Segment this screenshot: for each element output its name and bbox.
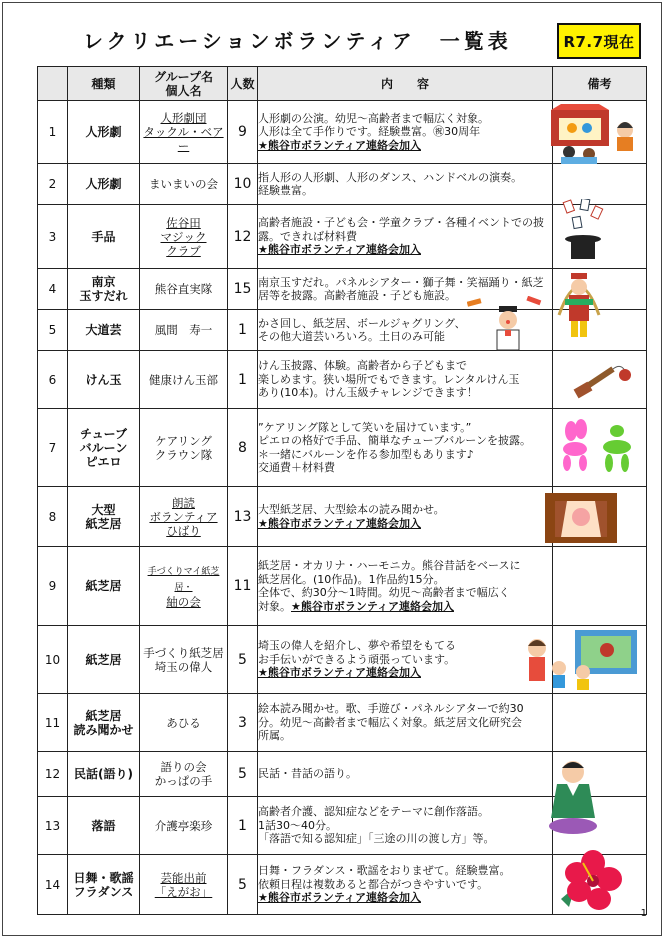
row-count: 15 bbox=[228, 269, 258, 310]
row-kind: 南京 玉すだれ bbox=[68, 269, 140, 310]
row-group bbox=[140, 626, 228, 694]
row-note bbox=[553, 310, 647, 351]
row-group-name: 熊谷直実隊 bbox=[154, 282, 213, 296]
row-content bbox=[258, 547, 553, 626]
row-count: 1 bbox=[228, 310, 258, 351]
row-kind: 民話(語り) bbox=[68, 752, 140, 797]
row-group bbox=[140, 752, 228, 797]
row-group-name: 語りの会 かっぱの手 bbox=[154, 760, 213, 788]
row-group bbox=[140, 487, 228, 547]
row-no: 8 bbox=[38, 487, 68, 547]
balloon-animals-icon bbox=[555, 417, 643, 477]
row-note bbox=[553, 101, 647, 164]
row-group-name: 手づくり紙芝居 埼玉の偉人 bbox=[143, 645, 224, 674]
row-group bbox=[140, 694, 228, 752]
row-content-text: 紙芝居・オカリナ・ハーモニカ。熊谷昔話をベースに 紙芝居化。(10作品)。1作品約15分。 全体で、約30分～1時間。幼児～高齢者まで幅広く 対象。 bbox=[258, 559, 521, 613]
row-kind: 人形劇 bbox=[68, 101, 140, 164]
kids-picture-story-icon bbox=[523, 628, 643, 690]
clown-juggler-icon bbox=[467, 296, 547, 356]
row-count: 9 bbox=[228, 101, 258, 164]
row-group-name: 健康けん玉部 bbox=[149, 372, 218, 387]
row-content-text: けん玉披露、体験。高齢者から子どもまで 楽しめます。狭い場所でもできます。レンタルけん玉 あり(10本)。けん玉級チャレンジできます！ bbox=[258, 359, 520, 400]
row-count: 10 bbox=[228, 164, 258, 205]
kamishibai-stage-icon bbox=[539, 487, 623, 545]
page bbox=[2, 2, 662, 936]
header-no bbox=[38, 67, 68, 101]
table-row bbox=[38, 164, 647, 205]
association-note: ★熊谷市ボランティア連絡会加入 bbox=[258, 891, 421, 905]
table-row bbox=[38, 855, 647, 915]
row-no: 6 bbox=[38, 351, 68, 409]
row-group bbox=[140, 269, 228, 310]
table-row bbox=[38, 487, 647, 547]
row-group-name: ケアリング クラウン隊 bbox=[154, 433, 213, 462]
row-note bbox=[553, 855, 647, 915]
header-note: 備考 bbox=[553, 67, 647, 101]
row-group-name: まいまいの会 bbox=[149, 177, 218, 191]
row-kind: 紙芝居 bbox=[68, 626, 140, 694]
row-group bbox=[140, 797, 228, 855]
row-note bbox=[553, 487, 647, 547]
table-row bbox=[38, 269, 647, 310]
row-group bbox=[140, 855, 228, 915]
row-kind: 人形劇 bbox=[68, 164, 140, 205]
row-group-name: 風間 寿一 bbox=[154, 323, 213, 337]
row-group-name: 佐谷田 マジック クラブ bbox=[160, 215, 207, 258]
table-row bbox=[38, 310, 647, 351]
row-content-text: 指人形の人形劇、人形のダンス、ハンドベルの演奏。 経験豊富。 bbox=[258, 170, 523, 197]
row-note bbox=[553, 752, 647, 797]
row-group bbox=[140, 351, 228, 409]
row-no: 10 bbox=[38, 626, 68, 694]
row-content bbox=[258, 855, 553, 915]
row-count: 11 bbox=[228, 547, 258, 626]
row-count: 8 bbox=[228, 409, 258, 487]
row-group bbox=[140, 205, 228, 269]
row-kind: 落語 bbox=[68, 797, 140, 855]
row-no: 14 bbox=[38, 855, 68, 915]
row-content bbox=[258, 101, 553, 164]
row-note bbox=[553, 205, 647, 269]
row-content bbox=[258, 487, 553, 547]
row-content-text: 埼玉の偉人を紹介し、夢や希望をもてる お手伝いができるよう頑張っています。 bbox=[258, 639, 456, 666]
row-content bbox=[258, 752, 553, 797]
table-row bbox=[38, 694, 647, 752]
row-kind: 大道芸 bbox=[68, 310, 140, 351]
header-group: グループ名 個人名 bbox=[140, 67, 228, 101]
row-content-text: 絵本読み聞かせ。歌、手遊び・パネルシアターで約30 分。幼児～高齢者まで幅広く対象。紙芝居文化研究会 所属。 bbox=[258, 702, 524, 743]
row-no: 12 bbox=[38, 752, 68, 797]
table-row bbox=[38, 351, 647, 409]
row-group-name: 芸能出前 「えがお」 bbox=[154, 870, 213, 899]
page-title: レクリエーションボランティア 一覧表 bbox=[83, 29, 512, 53]
row-group bbox=[140, 101, 228, 164]
row-content bbox=[258, 351, 553, 409]
association-note: ★熊谷市ボランティア連絡会加入 bbox=[258, 666, 421, 680]
row-count: 5 bbox=[228, 626, 258, 694]
table-row bbox=[38, 626, 647, 694]
association-note: ★熊谷市ボランティア連絡会加入 bbox=[258, 516, 421, 530]
header-content: 内 容 bbox=[258, 67, 553, 101]
hibiscus-icon bbox=[555, 849, 623, 911]
row-note bbox=[553, 409, 647, 487]
row-count: 1 bbox=[228, 351, 258, 409]
row-content bbox=[258, 797, 553, 855]
row-content bbox=[258, 205, 553, 269]
row-no: 2 bbox=[38, 164, 68, 205]
row-content-text: 南京玉すだれ。パネルシアター・獅子舞・笑福踊り・紙芝 居等を披露。高齢者施設・子ども施設。 bbox=[258, 275, 544, 302]
association-note: ★熊谷市ボランティア連絡会加入 bbox=[291, 599, 454, 613]
association-note: ★熊谷市ボランティア連絡会加入 bbox=[258, 138, 421, 152]
row-kind: 大型 紙芝居 bbox=[68, 487, 140, 547]
row-count: 5 bbox=[228, 752, 258, 797]
row-no: 11 bbox=[38, 694, 68, 752]
header-count: 人数 bbox=[228, 67, 258, 101]
row-count: 13 bbox=[228, 487, 258, 547]
table-row bbox=[38, 101, 647, 164]
row-no: 1 bbox=[38, 101, 68, 164]
row-content bbox=[258, 164, 553, 205]
row-note bbox=[553, 269, 647, 310]
row-kind: 日舞・歌謡 フラダンス bbox=[68, 855, 140, 915]
row-group-name: 人形劇団 タックル・ベアー bbox=[143, 111, 224, 153]
date-badge: R7.7現在 bbox=[557, 23, 641, 59]
header-kind: 種類 bbox=[68, 67, 140, 101]
row-content-text: 大型紙芝居、大型絵本の読み聞かせ。 bbox=[258, 503, 445, 516]
row-count: 12 bbox=[228, 205, 258, 269]
volunteer-table bbox=[37, 66, 647, 915]
row-kind: 紙芝居 bbox=[68, 547, 140, 626]
row-content-text: 日舞・フラダンス・歌謡をおりまぜて。経験豊富。 依頼日程は複数あると都合がつきやすいです。 bbox=[258, 864, 511, 891]
row-no: 3 bbox=[38, 205, 68, 269]
row-count: 5 bbox=[228, 855, 258, 915]
row-note bbox=[553, 797, 647, 855]
row-note bbox=[553, 694, 647, 752]
kendama-icon bbox=[573, 359, 633, 403]
row-group-name: 紬の会 bbox=[166, 595, 201, 609]
row-group bbox=[140, 409, 228, 487]
table-row bbox=[38, 205, 647, 269]
row-group-prefix: 手づくりマイ紙芝居・ bbox=[147, 567, 220, 593]
row-note bbox=[553, 351, 647, 409]
row-note bbox=[553, 547, 647, 626]
row-content-text: 人形劇の公演。幼児～高齢者まで幅広く対象。 人形は全て手作りです。経験豊富。㊗30周年 bbox=[258, 111, 489, 139]
row-content-text: 高齢者介護、認知症などをテーマに創作落語。 1話30～40分。 「落語で知る認知症」「三途の川の渡し方」等。 bbox=[258, 805, 495, 846]
row-kind: 手品 bbox=[68, 205, 140, 269]
row-no: 5 bbox=[38, 310, 68, 351]
row-content-text: 民話・昔話の語り。 bbox=[258, 767, 357, 781]
table-row bbox=[38, 752, 647, 797]
row-group-name: 介護亭楽珍 bbox=[154, 818, 213, 833]
row-count: 1 bbox=[228, 797, 258, 855]
row-group bbox=[140, 547, 228, 626]
row-no: 9 bbox=[38, 547, 68, 626]
table-row bbox=[38, 797, 647, 855]
row-kind: けん玉 bbox=[68, 351, 140, 409]
row-group-name: 朗読 ボランティア ひばり bbox=[149, 495, 218, 538]
row-no: 7 bbox=[38, 409, 68, 487]
table-row bbox=[38, 409, 647, 487]
row-content-text: ”ケアリング隊として笑いを届けています。” ピエロの格好で手品、簡単なチューブバルーンを披露。 ＊一緒にバルーンを作る参加型もあります♪ 交通費＋材料費 bbox=[258, 420, 532, 474]
row-note bbox=[553, 626, 647, 694]
row-group-name: あひる bbox=[166, 715, 201, 730]
page-number: 1 bbox=[640, 908, 647, 919]
puppet-theater-icon bbox=[547, 104, 643, 164]
row-content-text: かさ回し、紙芝居、ボールジャグリング、 その他大道芸いろいろ。土日のみ可能 bbox=[258, 316, 466, 343]
row-content bbox=[258, 626, 553, 694]
row-content bbox=[258, 409, 553, 487]
row-kind: 紙芝居 読み聞かせ bbox=[68, 694, 140, 752]
association-note: ★熊谷市ボランティア連絡会加入 bbox=[258, 243, 421, 257]
table-header-row bbox=[38, 67, 647, 101]
row-kind: チューブ バルーン ピエロ bbox=[68, 409, 140, 487]
row-content-text: 高齢者施設・子ども会・学童クラブ・各種イベントでの披 露。できれば材料費 bbox=[258, 216, 544, 243]
magic-hat-cards-icon bbox=[559, 199, 607, 263]
row-content bbox=[258, 694, 553, 752]
row-no: 13 bbox=[38, 797, 68, 855]
table-row bbox=[38, 547, 647, 626]
row-count: 3 bbox=[228, 694, 258, 752]
row-group bbox=[140, 164, 228, 205]
row-group bbox=[140, 310, 228, 351]
row-no: 4 bbox=[38, 269, 68, 310]
